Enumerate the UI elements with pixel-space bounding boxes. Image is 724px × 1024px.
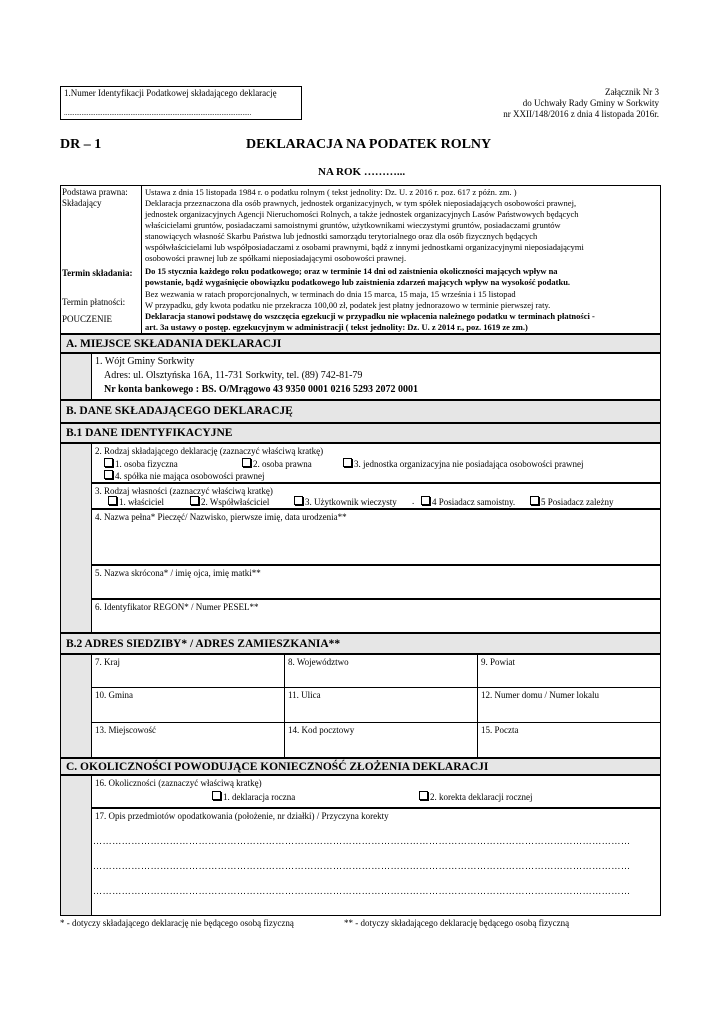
section-c-header	[60, 758, 661, 775]
field-2-option-1-label: 1. osoba fizyczna	[115, 459, 178, 469]
year-label[interactable]: NA ROK ………...	[318, 166, 406, 178]
field-16-option-1[interactable]	[212, 791, 295, 803]
field-2-option-2[interactable]	[242, 458, 312, 470]
field-14-label: 14. Kod pocztowy	[288, 725, 355, 735]
field-3-option-4[interactable]	[421, 496, 515, 508]
termin-platnosci-line-2: W przypadku, gdy kwota podatku nie przekracza 100,00 zł, podatek jest płatny jednorazowo w terminie pierwszej raty.	[145, 300, 551, 310]
field-6-box[interactable]	[91, 599, 661, 633]
label-termin-platnosci: Termin płatności:	[62, 297, 126, 307]
checkbox-icon[interactable]	[108, 496, 117, 505]
section-b1-header	[60, 423, 661, 443]
section-a-line-3: Nr konta bankowego : BS. O/Mrągowo 43 9350 0001 0216 5293 2072 0001	[104, 384, 418, 395]
field-16-option-1-label: 1. deklaracja roczna	[223, 792, 296, 802]
field-10-box[interactable]	[91, 687, 285, 723]
info-divider	[141, 185, 142, 334]
field-4-label: 4. Nazwa pełna* Pieczęć/ Nazwisko, pierwsze imię, data urodzenia**	[95, 512, 347, 522]
checkbox-icon[interactable]	[294, 496, 303, 505]
checkbox-icon[interactable]	[421, 496, 430, 505]
field-17-line-1[interactable]: ……………………………………………………………………………………………………………………………………………………	[93, 836, 631, 846]
field-17-line-3[interactable]: ……………………………………………………………………………………………………………………………………………………	[93, 886, 631, 896]
checkbox-icon[interactable]	[212, 791, 221, 800]
field-3-option-3[interactable]	[294, 496, 397, 508]
field-12-label: 12. Numer domu / Numer lokalu	[481, 690, 599, 700]
skladajacy-line-5: współwłaścicielami lub współposiadaczami z osobami prawnymi, bądź z innymi jednostkami organizacyjnymi nieposiadającymi	[145, 242, 584, 252]
field-14-box[interactable]	[284, 722, 478, 758]
field-11-label: 11. Ulica	[288, 690, 321, 700]
field-2-option-3[interactable]	[343, 458, 584, 470]
field-16-label: 16. Okoliczności (zaznaczyć właściwą kratkę)	[95, 778, 262, 788]
nip-input[interactable]: ...........................................................................................................	[64, 109, 252, 117]
annex-line-2: do Uchwały Rady Gminy w Sorkwity	[522, 98, 659, 108]
field-3-option-1[interactable]	[108, 496, 164, 508]
section-b-title: B. DANE SKŁADAJĄCEGO DEKLARACJĘ	[66, 405, 293, 417]
skladajacy-line-4: stanowiących własność Skarbu Państwa lub jednostki samorządu terytorialnego oraz dla osób fizycznych będących	[145, 231, 538, 241]
section-a-line-1: 1. Wójt Gminy Sorkwity	[95, 356, 195, 367]
section-b2-header	[60, 633, 661, 654]
field-7-box[interactable]	[91, 654, 285, 688]
footnote-1: * - dotyczy składającego deklarację nie będącego osobą fizyczną	[60, 918, 294, 928]
field-2-option-3-label: 3. jednostka organizacyjna nie posiadająca osobowości prawnej	[354, 459, 584, 469]
field-16-option-2-label: 2. korekta deklaracji rocznej	[430, 792, 533, 802]
label-podstawa: Podstawa prawna:	[62, 187, 128, 197]
field-15-label: 15. Poczta	[481, 725, 519, 735]
field-3-option-3-label: 3. Użytkownik wieczysty	[305, 497, 397, 507]
termin-skladania-line-1: Do 15 stycznia każdego roku podatkowego; oraz w terminie 14 dni od zaistnienia okoliczności mających wpływ na	[145, 266, 558, 276]
field-7-label: 7. Kraj	[95, 657, 120, 667]
field-2-option-4[interactable]	[104, 470, 264, 482]
checkbox-icon[interactable]	[419, 791, 428, 800]
skladajacy-line-1: Deklaracja przeznaczona dla osób prawnych, jednostek organizacyjnych, w tym spółek nieposiadających osobowości prawnej,	[145, 198, 577, 208]
field-9-box[interactable]	[477, 654, 661, 688]
form-title: DEKLARACJA NA PODATEK ROLNY	[246, 137, 492, 152]
label-termin-skladania: Termin składania:	[62, 268, 133, 278]
podstawa-text: Ustawa z dnia 15 listopada 1984 r. o podatku rolnym ( tekst jednolity: Dz. U. z 2016 r. poz. 617 z późn. zm. )	[145, 187, 517, 197]
field-3-option-5[interactable]	[530, 496, 613, 508]
checkbox-icon[interactable]	[343, 458, 352, 467]
section-a-line-2: Adres: ul. Olsztyńska 16A, 11-731 Sorkwity, tel. (89) 742-81-79	[104, 370, 363, 381]
field-3-option-2[interactable]	[190, 496, 269, 508]
pouczenie-line-2: art. 3a ustawy o postęp. egzekucyjnym w administracji ( tekst jednolity: Dz. U. z 2014 r., poz. 1619 ze zm.)	[145, 322, 528, 332]
field-3-option-1-label: 1. właściciel	[119, 497, 164, 507]
section-c-title: C. OKOLICZNOŚCI POWODUJĄCE KONIECZNOŚĆ ZŁOŻENIA DEKLARACJI	[66, 761, 489, 773]
skladajacy-line-3: właścicielami gruntów, posiadaczami samoistnymi gruntów, użytkownikami wieczystymi gruntów, posiadaczami gruntów	[145, 220, 561, 230]
field-13-label: 13. Miejscowość	[95, 725, 156, 735]
field-3-label: 3. Rodzaj własności (zaznaczyć właściwą kratkę)	[95, 486, 273, 496]
field-4-box[interactable]	[91, 509, 661, 565]
pouczenie-line-1: Deklaracja stanowi podstawę do wszczęcia egzekucji w przypadku nie wpłacenia należnego podatku w terminach płatności -	[145, 311, 595, 321]
field-2-option-2-label: 2. osoba prawna	[253, 459, 312, 469]
field-9-label: 9. Powiat	[481, 657, 516, 667]
field-10-label: 10. Gmina	[95, 690, 133, 700]
label-pouczenie: POUCZENIE	[62, 314, 112, 324]
field-13-box[interactable]	[91, 722, 285, 758]
field-16-box	[91, 775, 661, 808]
form-code: DR – 1	[60, 137, 102, 152]
termin-platnosci-line-1: Bez wezwania w ratach proporcjonalnych, w terminach do dnia 15 marca, 15 maja, 15 września i 15 listopad	[145, 289, 516, 299]
field-2-option-4-label: 4. spółka nie mająca osobowości prawnej	[115, 471, 265, 481]
field-8-box[interactable]	[284, 654, 478, 688]
field-16-option-2[interactable]	[419, 791, 532, 803]
field-17-label: 17. Opis przedmiotów opodatkowania (położenie, nr działki) / Przyczyna korekty	[95, 811, 389, 821]
field-3-separator: .	[412, 496, 415, 506]
checkbox-icon[interactable]	[104, 458, 113, 467]
annex-line-3: nr XXII/148/2016 z dnia 4 listopada 2016r.	[503, 109, 659, 119]
termin-skladania-line-2: powstanie, bądź wygaśnięcie obowiązku podatkowego lub zaistnienia zdarzeń mających wpływ na wysokość podatku.	[145, 277, 571, 287]
field-15-box[interactable]	[477, 722, 661, 758]
annex-line-1: Załącznik Nr 3	[605, 87, 659, 97]
field-5-box[interactable]	[91, 565, 661, 599]
section-b-header	[60, 400, 661, 423]
checkbox-icon[interactable]	[530, 496, 539, 505]
section-a-header	[60, 334, 661, 353]
section-b2-title: B.2 ADRES SIEDZIBY* / ADRES ZAMIESZKANIA**	[66, 638, 341, 650]
checkbox-icon[interactable]	[190, 496, 199, 505]
field-6-label: 6. Identyfikator REGON* / Numer PESEL**	[95, 602, 259, 612]
skladajacy-line-6: osobowości prawnej lub ze spółkami nieposiadającymi osobowości prawnej.	[145, 253, 407, 263]
section-a-title: A. MIEJSCE SKŁADANIA DEKLARACJI	[66, 338, 282, 350]
checkbox-icon[interactable]	[104, 470, 113, 479]
field-17-line-2[interactable]: ……………………………………………………………………………………………………………………………………………………	[93, 861, 631, 871]
field-3-option-2-label: 2. Współwłaściciel	[201, 497, 270, 507]
field-3-option-5-label: 5 Posiadacz zależny	[541, 497, 614, 507]
field-12-box[interactable]	[477, 687, 661, 723]
skladajacy-line-2: jednostek organizacyjnych Agencji Nieruchomości Rolnych, a także jednostek organizacyjnych Lasów Państwowych będących	[145, 209, 579, 219]
field-8-label: 8. Województwo	[288, 657, 349, 667]
checkbox-icon[interactable]	[242, 458, 251, 467]
label-skladajacy: Składający	[62, 198, 102, 208]
footnote-2: ** - dotyczy składającego deklarację będącego osobą fizyczną	[344, 918, 570, 928]
field-2-option-1[interactable]	[104, 458, 178, 470]
nip-label: 1.Numer Identyfikacji Podatkowej składającego deklarację	[64, 88, 277, 98]
field-3-option-4-label: 4 Posiadacz samoistny.	[432, 497, 516, 507]
field-11-box[interactable]	[284, 687, 478, 723]
field-2-label: 2. Rodzaj składającego deklarację (zaznaczyć właściwą kratkę)	[95, 446, 324, 456]
field-5-label: 5. Nazwa skrócona* / imię ojca, imię matki**	[95, 568, 261, 578]
section-b1-title: B.1 DANE IDENTYFIKACYJNE	[66, 427, 233, 439]
